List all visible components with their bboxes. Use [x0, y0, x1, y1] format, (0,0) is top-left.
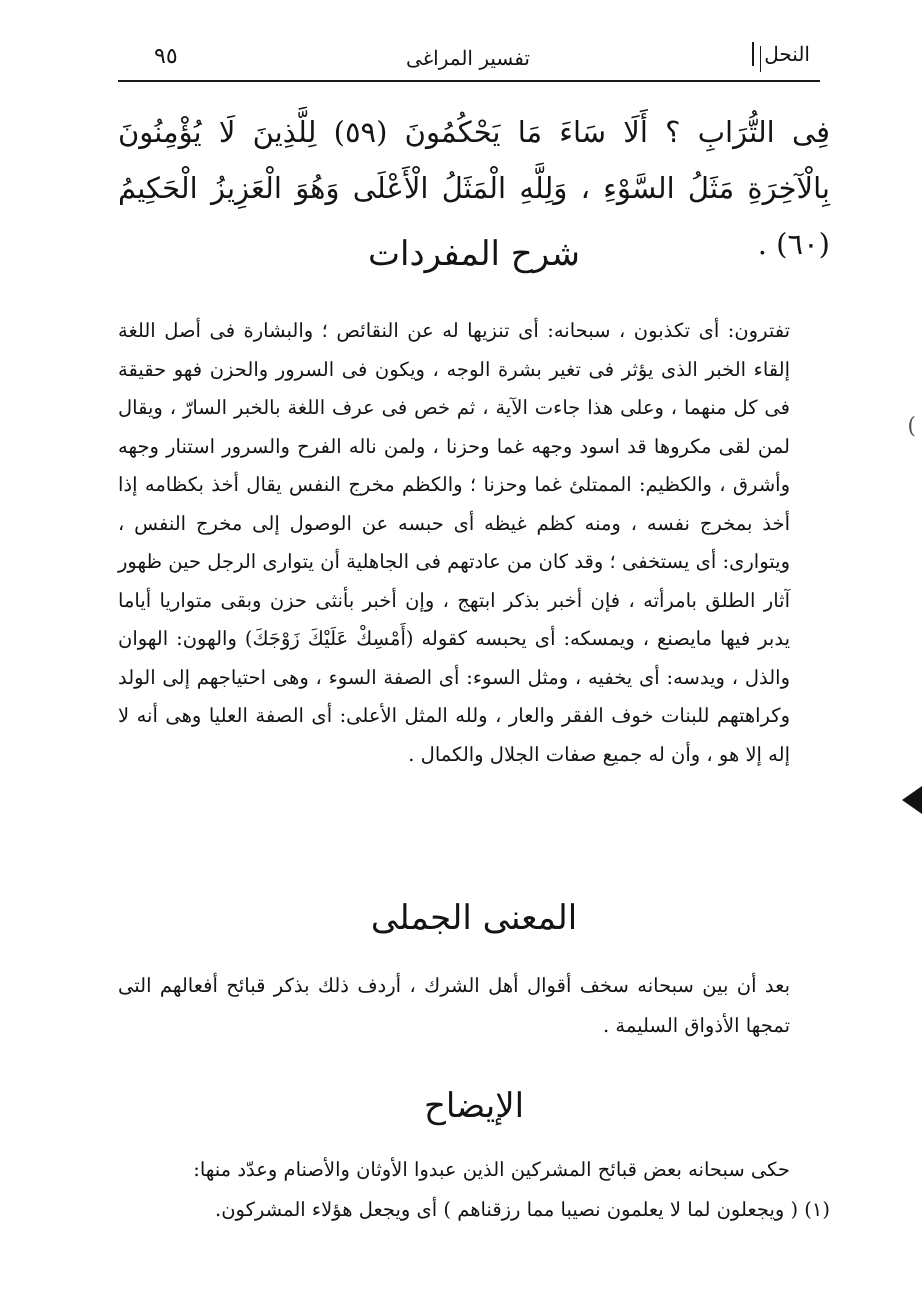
margin-bracket-icon: ( [907, 414, 916, 439]
vocabulary-section [118, 312, 830, 774]
explanation-intro: حكى سبحانه بعض قبائح المشركين الذين عبدوا الأوثان والأصنام وعدّد منها: [193, 1158, 790, 1181]
vocabulary-paragraph: تفترون: أى تكذبون ، سبحانه: أى تنزيها له عن النقائص ؛ والبشارة فى أصل اللغة إلقاء الخبر الذى يؤثر فى تغير بشرة الوجه ، ويكون فى السرور والحزن فهو حقيقة فى كل منهما ، وعلى هذا جاءت الآية ، ثم خص فى عرف اللغة بالخبر السارّ ، ويقال لمن لقى مكروها قد اسود وجهه غما وحزنا ، ولمن ناله الفرح والسرور استنار وجهه وأشرق ، والكظيم: الممتلئ غما وحزنا ؛ والكظم مخرج النفس يقال أخذ بكظامه إذا أخذ بمخرج نفسه ، ومنه كظم غيظه أى حبسه عن الوصول إلى مخرج النفس ، ويتوارى: أى يستخفى ؛ وقد كان من عادتهم فى الجاهلية أن يتوارى الرجل حين ظهور آثار الطلق بامرأته ، فإن أخبر بذكر ابتهج ، وإن أخبر بأنثى حزن وبقى متواريا أياما يدبر فيها مايصنع ، ويمسكه: أى يحبسه كقوله (أَمْسِكْ عَلَيْكَ زَوْجَكَ) والهون: الهوان والذل ، ويدسه: أى يخفيه ، ومثل السوء: أى الصفة السوء ، وهى احتياجهم إلى الولد وكراهتهم للبنات خوف الفقر والعار ، ولله المثل الأعلى: أى الصفة العليا وهى أنه لا إله إلا هو ، وأن له جميع صفات الجلال والكمال . [118, 319, 790, 766]
surah-name: النحل [752, 42, 820, 66]
general-meaning-heading: المعنى الجملى [370, 898, 578, 938]
general-meaning-section [118, 966, 830, 1046]
scan-edge-mark [902, 786, 922, 814]
explanation-heading: الإيضاح [423, 1086, 525, 1126]
book-title: تفسير المراغى [406, 46, 530, 70]
page-number: ٩٥ [154, 44, 178, 69]
header-divider [118, 80, 820, 82]
explanation-section [118, 1150, 830, 1230]
running-header [118, 38, 820, 82]
general-meaning-paragraph: بعد أن بين سبحانه سخف أقوال أهل الشرك ، أردف ذلك بذكر قبائح أفعالهم التى تمجها الأذواق السليمة . [118, 974, 790, 1037]
quran-verse: فِى التُّرَابِ ؟ أَلَا سَاءَ مَا يَحْكُمُونَ (٥٩) لِلَّذِينَ لَا يُؤْمِنُونَ بِالْآخِرَةِ مَثَلُ السَّوْءِ ، وَلِلَّهِ الْمَثَلُ الْأَعْلَى وَهُوَ الْعَزِيزُ الْحَكِيمُ (٦٠) . [118, 115, 831, 261]
vocabulary-heading: شرح المفردات [367, 234, 581, 274]
explanation-item-1: (١) ( ويجعلون لما لا يعلمون نصيبا مما رزقناهم ) أى ويجعل هؤلاء المشركون. [215, 1198, 830, 1221]
